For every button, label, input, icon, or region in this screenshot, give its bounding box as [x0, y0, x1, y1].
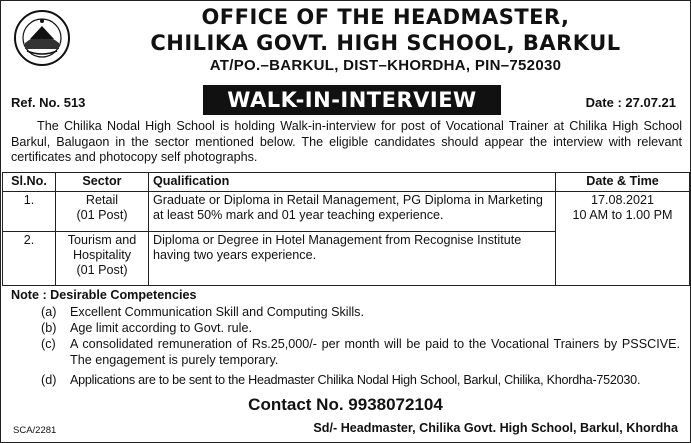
table-row — [3, 192, 690, 232]
interview-date: 17.08.2021 — [590, 193, 655, 207]
note-item — [11, 305, 680, 321]
row-sector — [56, 192, 149, 232]
sca-code: SCA/2281 — [13, 425, 57, 436]
sector-line: Hospitality — [72, 248, 132, 262]
intro-paragraph: The Chilika Nodal High School is holding Walk-in-interview for post of Vocational Trainer at Chilika High School Barkul, Balugaon in the sector mentioned below. The eligible candidates should appear the interview with relevant certificates and photocopy self photographs. — [11, 119, 682, 164]
notice-date: Date : 27.07.21 — [585, 95, 676, 110]
note-item — [11, 337, 680, 368]
row-qualification: Graduate or Diploma in Retail Management, PG Diploma in Marketing at least 50% mark and 01 year teaching experience. — [149, 192, 556, 232]
note-item-text: A consolidated remuneration of Rs.25,000/- per month will be paid to the Vocational Trainers by PSSCIVE. The engagement is purely temporary. — [70, 337, 680, 367]
note-item-text: Excellent Communication Skill and Computing Skills. — [70, 305, 364, 319]
office-title: OFFICE OF THE HEADMASTER, — [201, 5, 570, 29]
sector-line: Retail — [85, 193, 119, 207]
walk-in-interview-banner: WALK-IN-INTERVIEW — [203, 85, 501, 115]
row-sl-no: 1. — [3, 192, 56, 232]
row-sector — [56, 232, 149, 286]
school-emblem-icon — [13, 9, 71, 67]
header-date-time: Date & Time — [556, 173, 690, 192]
note-item — [11, 373, 680, 389]
sector-line: Tourism and — [67, 233, 137, 247]
row-qualification: Diploma or Degree in Hotel Management from Recognise Institute having two years experience. — [149, 232, 556, 286]
header-sl-no: Sl.No. — [3, 173, 56, 192]
reference-number: Ref. No. 513 — [11, 95, 86, 110]
vacancy-table — [2, 172, 690, 286]
interview-time: 10 AM to 1.00 PM — [572, 208, 673, 222]
note-item-text: Applications are to be sent to the Headmaster Chilika Nodal High School, Barkul, Chilika, Khordha-752030. — [70, 373, 641, 387]
note-item-label: (b) — [41, 321, 57, 335]
sector-line: (01 Post) — [76, 263, 128, 277]
interview-date-time — [556, 192, 690, 286]
contact-number: Contact No. 9938072104 — [248, 395, 443, 414]
note-item-label: (a) — [41, 305, 57, 319]
note-title: Note : Desirable Competencies — [11, 288, 197, 302]
school-address: AT/PO.–BARKUL, DIST–KHORDHA, PIN–752030 — [209, 57, 562, 74]
signature-line: Sd/- Headmaster, Chilika Govt. High School, Barkul, Khordha — [313, 421, 678, 435]
note-item-label: (c) — [41, 337, 56, 351]
sector-line: (01 Post) — [76, 208, 128, 222]
header-qualification: Qualification — [149, 173, 556, 192]
table-header-row — [3, 173, 690, 192]
note-item-text: Age limit according to Govt. rule. — [70, 321, 252, 335]
row-sl-no: 2. — [3, 232, 56, 286]
school-name: CHILIKA GOVT. HIGH SCHOOL, BARKUL — [150, 31, 621, 55]
note-item — [11, 321, 680, 337]
note-item-label: (d) — [41, 373, 57, 387]
header-sector: Sector — [56, 173, 149, 192]
